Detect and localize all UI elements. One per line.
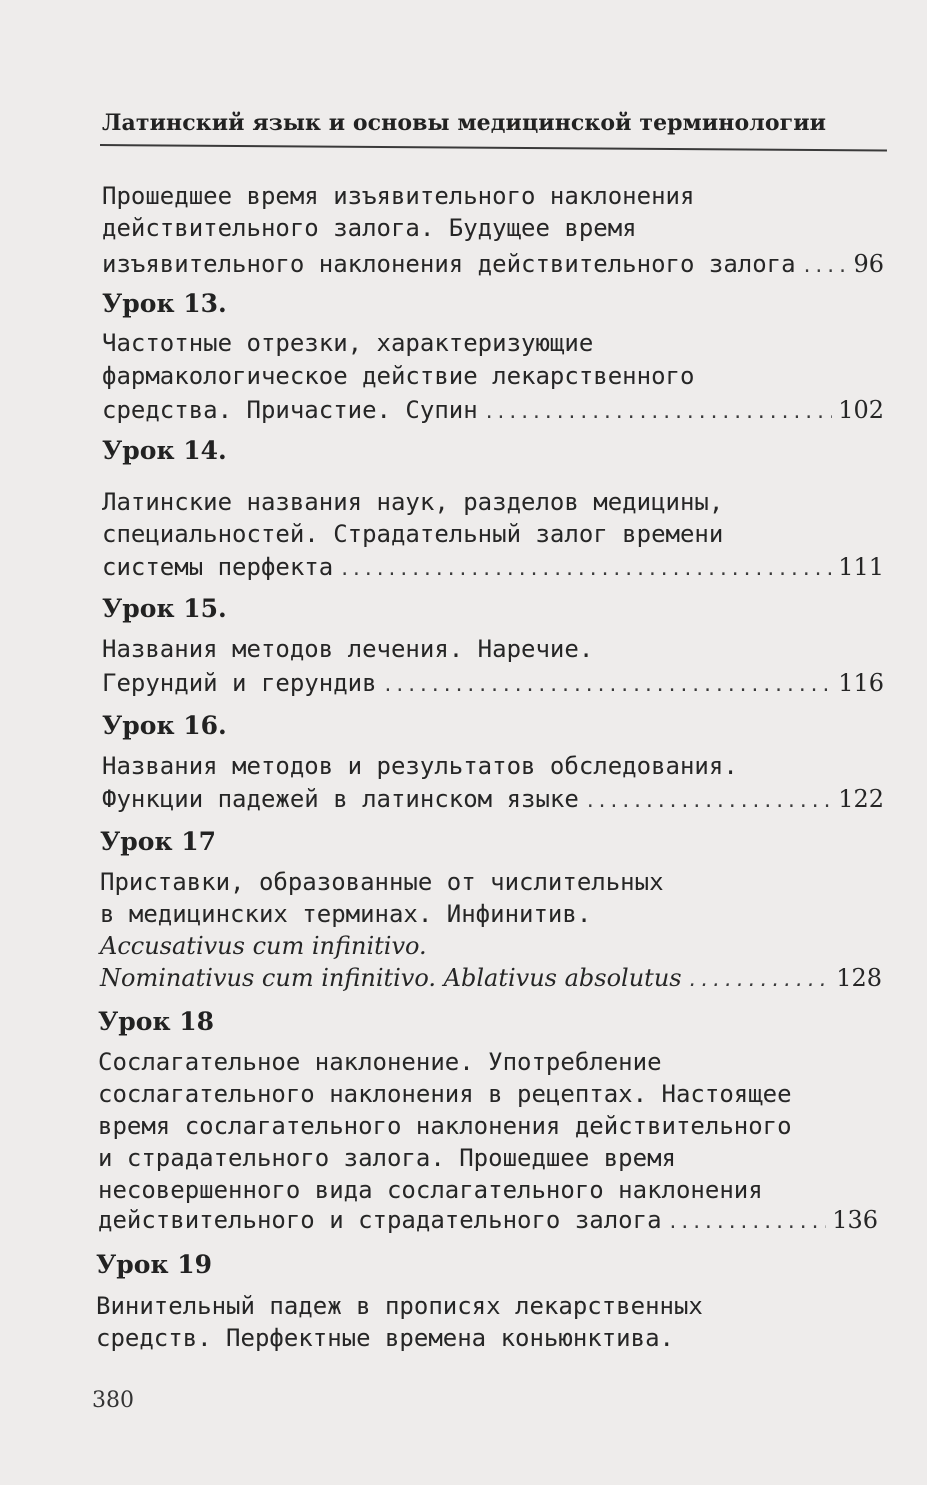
toc-text-line: Частотные отрезки, характеризующие: [102, 329, 594, 357]
toc-text-line-with-page: [102, 783, 884, 815]
dot-leader: [383, 670, 833, 702]
header-rule: [100, 144, 887, 151]
toc-text-line: несовершенного вида сослагательного наклонения: [98, 1176, 763, 1204]
page-ref: 96: [853, 250, 884, 278]
dot-leader: [802, 251, 848, 283]
page-ref: 136: [832, 1206, 878, 1234]
lesson-heading: Урок 16.: [102, 711, 227, 740]
toc-text-line: Названия методов лечения. Наречие.: [102, 635, 594, 663]
toc-text-line: специальностей. Страдательный залог времени: [102, 520, 724, 548]
running-head: Латинский язык и основы медицинской терминологии: [102, 110, 827, 136]
toc-text-line: фармакологическое действие лекарственного: [102, 362, 695, 390]
toc-text-line-with-page: [100, 962, 882, 994]
page-ref: 122: [838, 785, 884, 813]
toc-text: средства. Причастие. Супин: [102, 396, 478, 424]
page-ref: 116: [838, 669, 884, 697]
toc-text: изъявительного наклонения действительного залога: [102, 250, 796, 278]
toc-text-line: сослагательного наклонения в рецептах. Настоящее: [98, 1080, 792, 1108]
page-ref: 128: [836, 964, 882, 992]
lesson-heading: Урок 19: [96, 1250, 212, 1279]
toc-text-line-with-page: [102, 667, 884, 699]
lesson-heading: Урок 17: [100, 827, 216, 856]
toc-text: действительного и страдательного залога: [98, 1206, 662, 1234]
toc-text: Герундий и герундив: [102, 669, 377, 697]
toc-text-line: время сослагательного наклонения действительного: [98, 1112, 792, 1140]
toc-text-latin: Nominativus cum infinitivo. Ablativus absolutus: [100, 964, 682, 992]
dot-leader: [339, 554, 832, 586]
toc-text-line-with-page: [102, 248, 884, 280]
dot-leader: [688, 965, 831, 997]
page-ref: 111: [838, 553, 884, 581]
toc-text: системы перфекта: [102, 553, 334, 581]
lesson-heading: Урок 15.: [102, 594, 227, 623]
toc-text-line: Сослагательное наклонение. Употребление: [98, 1048, 662, 1076]
toc-text-line-with-page: [102, 394, 884, 426]
lesson-heading: Урок 14.: [102, 436, 227, 465]
page-ref: 102: [838, 396, 884, 424]
toc-text-line: Названия методов и результатов обследования.: [102, 752, 738, 780]
toc-text-line: Латинские названия наук, разделов медицины,: [102, 488, 724, 516]
toc-text-line: Винительный падеж в прописях лекарственных: [96, 1292, 703, 1320]
page-number: 380: [92, 1388, 134, 1413]
toc-text: Функции падежей в латинском языке: [102, 785, 579, 813]
lesson-heading: Урок 13.: [102, 289, 227, 318]
toc-text-line: средств. Перфектные времена коньюнктива.: [96, 1324, 674, 1352]
toc-text-line: и страдательного залога. Прошедшее время: [98, 1144, 676, 1172]
toc-text-line: Прошедшее время изъявительного наклонения: [102, 182, 695, 210]
toc-text-line: Приставки, образованные от числительных: [100, 868, 664, 896]
toc-text-line: действительного залога. Будущее время: [102, 214, 637, 242]
toc-text-line-with-page: [98, 1204, 878, 1236]
toc-text-line-with-page: [102, 551, 884, 583]
dot-leader: [668, 1207, 827, 1239]
lesson-heading: Урок 18: [98, 1007, 214, 1036]
toc-text-line-latin: Accusativus cum infinitivo.: [100, 932, 427, 960]
dot-leader: [585, 786, 832, 818]
toc-text-line: в медицинских терминах. Инфинитив.: [100, 900, 592, 928]
dot-leader: [484, 397, 833, 429]
